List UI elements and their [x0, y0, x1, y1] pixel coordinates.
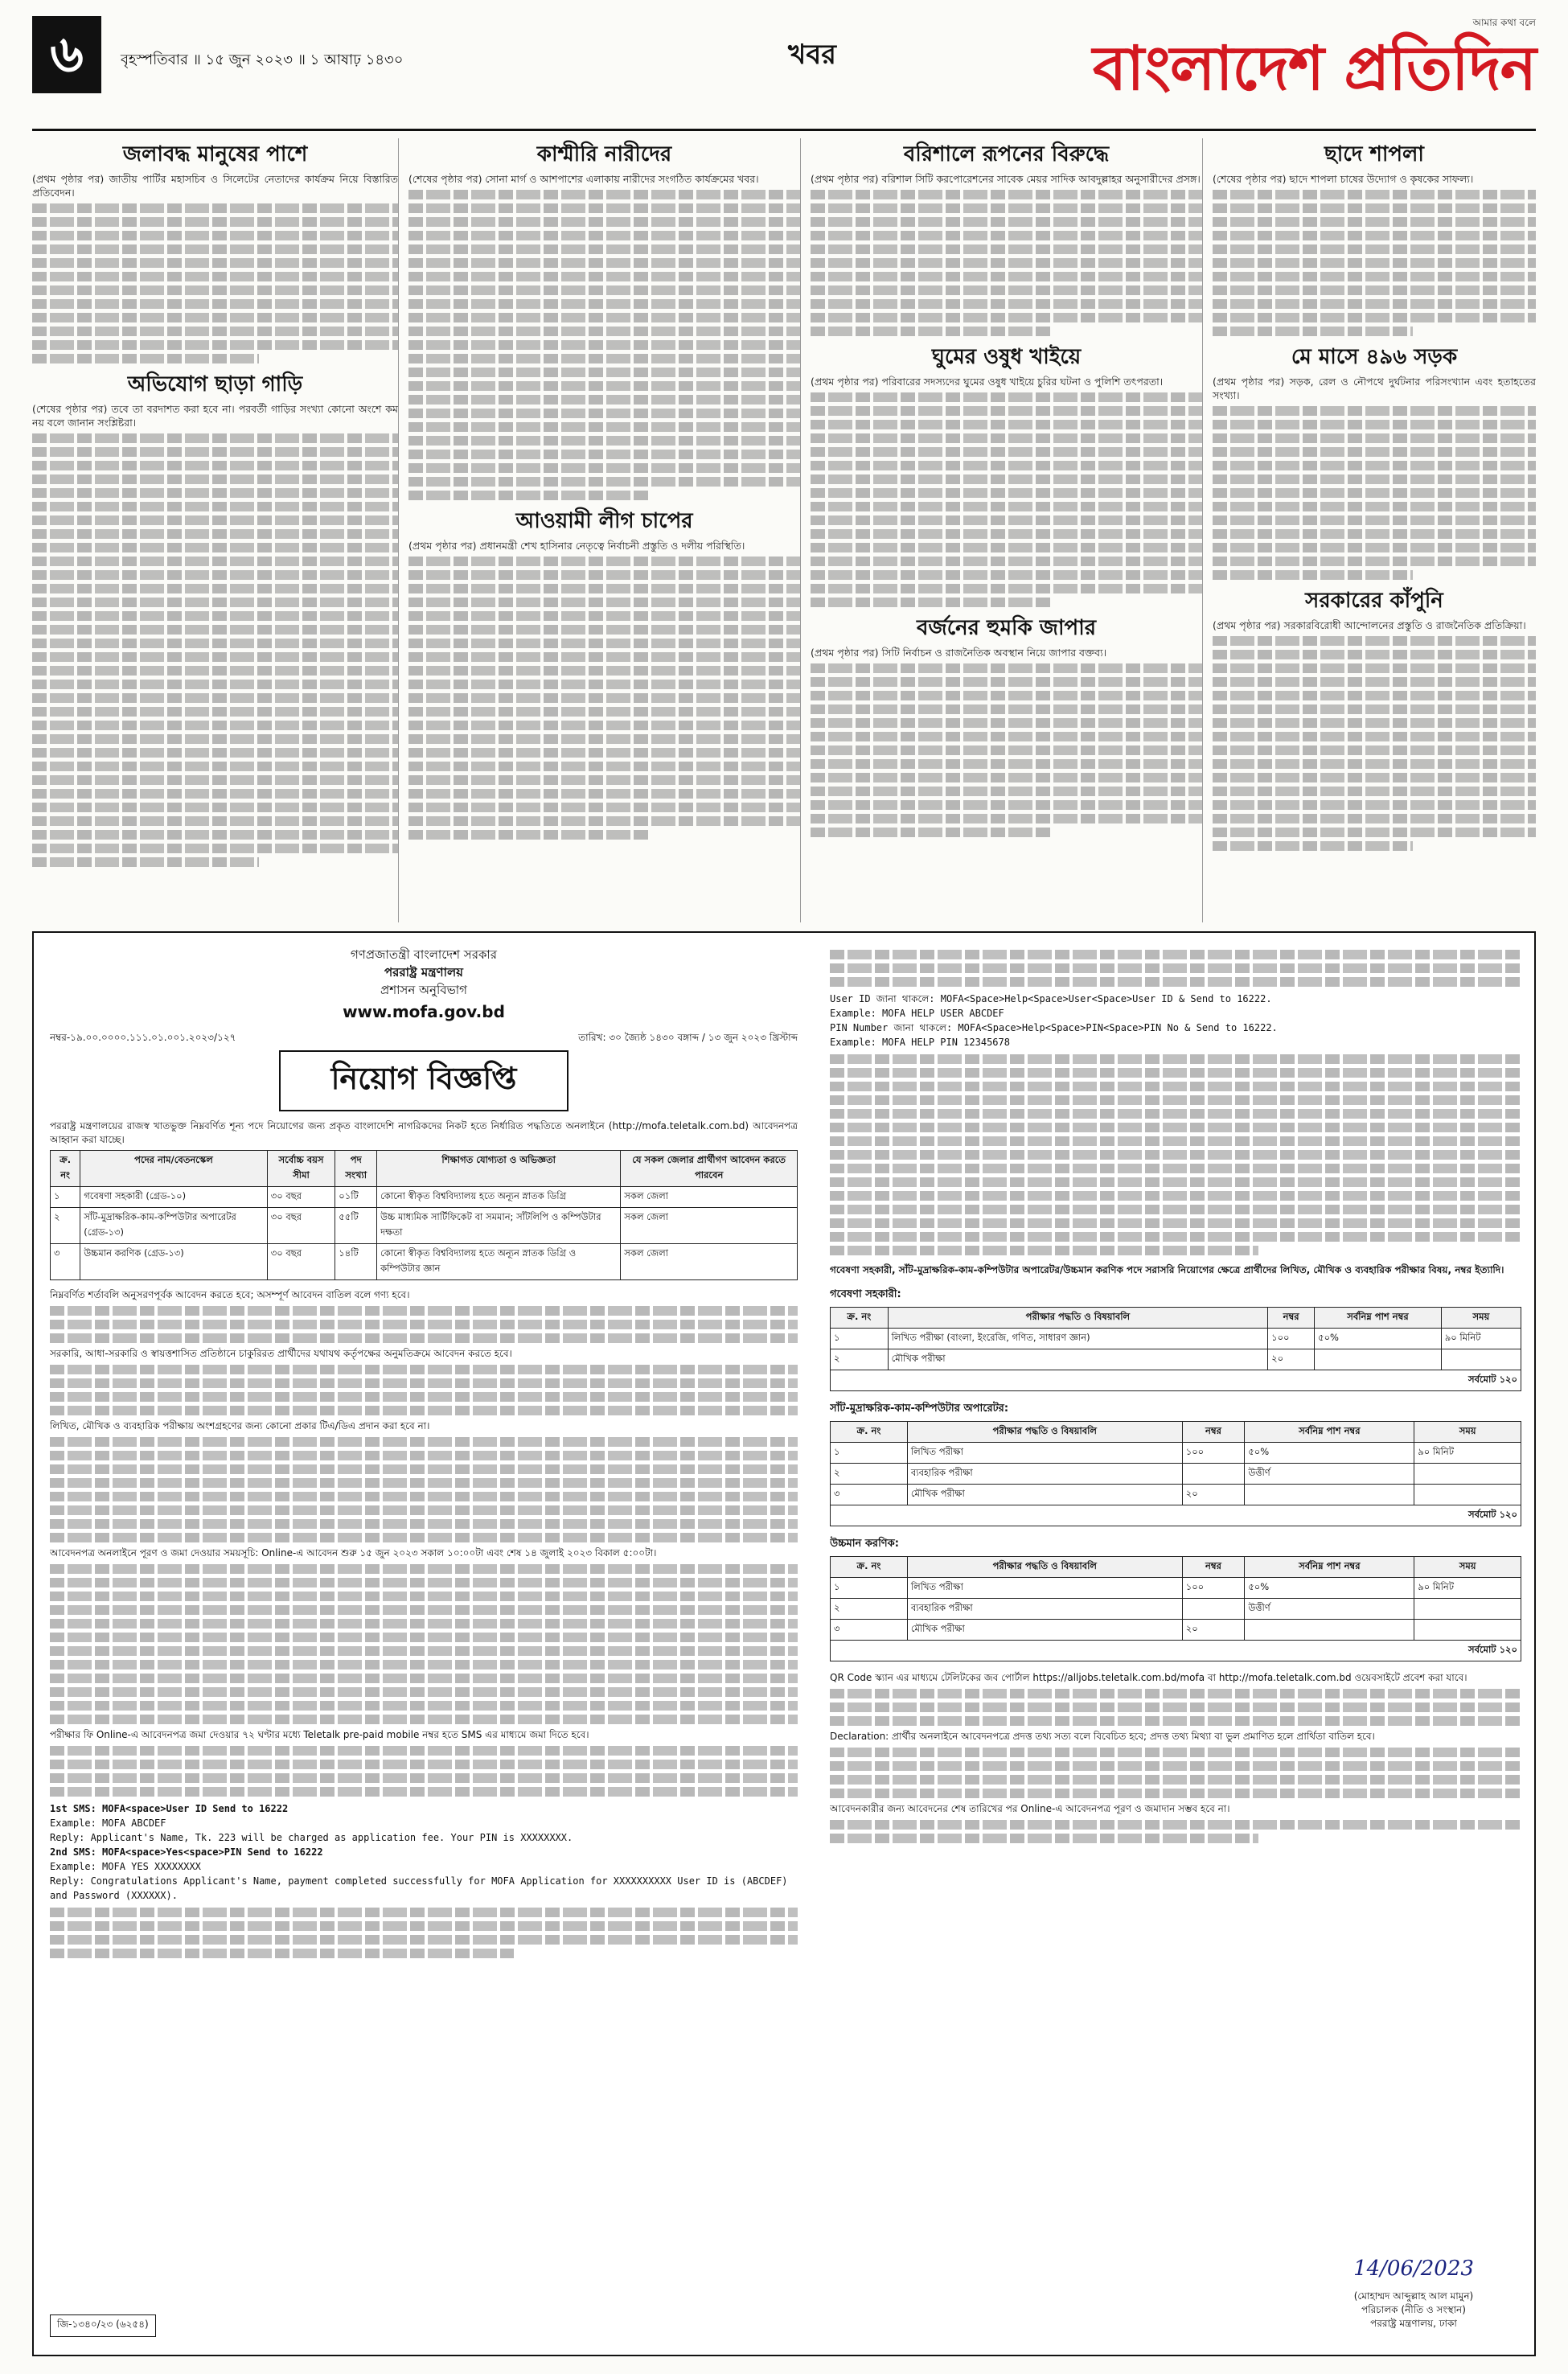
col-header: পরীক্ষার পদ্ধতি ও বিষয়াবলি — [907, 1422, 1182, 1443]
memo-number: নম্বর-১৯.০০.০০০০.১১১.০১.০০১.২০২৩/১২৭ — [50, 1032, 236, 1043]
cell: সকল জেলা — [621, 1208, 798, 1244]
col-header: শিক্ষাগত যোগ্যতা ও অভিজ্ঞতা — [377, 1151, 621, 1187]
cell: গবেষণা সহকারী (গ্রেড-১০) — [80, 1187, 268, 1208]
col-header: সময় — [1441, 1308, 1521, 1329]
sms-instructions — [50, 1801, 798, 1903]
article-headline: বর্জনের হুমকি জাপার — [916, 616, 1097, 640]
cell: উত্তীর্ণ — [1245, 1599, 1414, 1620]
cell: মৌখিক পরীক্ষা — [907, 1620, 1182, 1641]
news-column-4 — [1202, 138, 1536, 922]
table-row — [831, 1329, 1521, 1349]
cell — [1441, 1349, 1521, 1370]
table-row — [831, 1464, 1521, 1485]
col-header: সময় — [1414, 1557, 1521, 1578]
cell: ৯০ মিনিট — [1441, 1329, 1521, 1349]
cell — [1414, 1485, 1521, 1505]
cell: ব্যবহারিক পরীক্ষা — [907, 1599, 1182, 1620]
news-section — [32, 138, 1536, 922]
cell — [1315, 1349, 1442, 1370]
article-sarkar — [1213, 588, 1536, 851]
cell: ১ — [51, 1187, 80, 1208]
cell: ৫৫টি — [335, 1208, 377, 1244]
cell: সকল জেলা — [621, 1187, 798, 1208]
exam-table-stenographer — [830, 1421, 1521, 1526]
cell: ২ — [831, 1349, 889, 1370]
article-body: (প্রথম পৃষ্ঠার পর) সিটি নির্বাচন ও রাজনৈতিক অবস্থান নিয়ে জাপার বক্তব্য। — [811, 647, 1107, 659]
table-row — [831, 1349, 1521, 1370]
recovery-instructions — [830, 992, 1521, 1049]
col-header: সর্বনিম্ন পাশ নম্বর — [1245, 1557, 1414, 1578]
col-header: সর্বোচ্চ বয়স সীমা — [267, 1151, 335, 1187]
signature-block — [1309, 2257, 1518, 2331]
cell: ২ — [51, 1208, 80, 1244]
exam-table-label: গবেষণা সহকারী: — [830, 1288, 901, 1300]
cell: ৩০ বছর — [267, 1208, 335, 1244]
sms-line: Example: MOFA HELP PIN 12345678 — [830, 1037, 1010, 1048]
table-row — [831, 1620, 1521, 1641]
article-body: (প্রথম পৃষ্ঠার পর) পরিবারের সদস্যদের ঘুমের ওষুধ খাইয়ে চুরির ঘটনা ও পুলিশি তৎপরতা। — [811, 376, 1164, 388]
cell: ২০ — [1182, 1620, 1245, 1641]
exam-table-label: সাঁট-মুদ্রাক্ষরিক-কাম-কম্পিউটার অপারেটর: — [830, 1403, 1009, 1415]
news-column-1 — [32, 138, 398, 922]
article-headline: আওয়ামী লীগ চাপের — [515, 509, 693, 533]
cell: ১০০ — [1268, 1329, 1315, 1349]
col-header: পরীক্ষার পদ্ধতি ও বিষয়াবলি — [907, 1557, 1182, 1578]
cell: ০১টি — [335, 1187, 377, 1208]
table-row — [51, 1244, 798, 1280]
col-header: সর্বনিম্ন পাশ নম্বর — [1245, 1422, 1414, 1443]
handwritten-signature: 14/06/2023 — [1353, 2257, 1474, 2281]
col-header: সময় — [1414, 1422, 1521, 1443]
cell: ২০ — [1182, 1485, 1245, 1505]
article-body: (প্রথম পৃষ্ঠার পর) সড়ক, রেল ও নৌপথে দুর্ঘটনার পরিসংখ্যান এবং হতাহতের সংখ্যা। — [1213, 376, 1536, 401]
exam-title: গবেষণা সহকারী, সাঁট-মুদ্রাক্ষরিক-কাম-কম্পিউটার অপারেটর/উচ্চমান করণিক পদে সরাসরি নিয়োগের ক্ষেত্রে প্রার্থীদের লিখিত, মৌখিক ও ব্যবহারিক পরীক্ষার বিষয়, নম্বর ইত্যাদি। — [830, 1264, 1504, 1275]
condition: পরীক্ষার ফি Online-এ আবেদনপত্র জমা দেওয়ার ৭২ ঘণ্টার মধ্যে Teletalk pre-paid mobile নম্বর হতে SMS এর মাধ্যমে জমা দিতে হবে। — [50, 1729, 589, 1740]
sms-line: 2nd SMS: MOFA<space>Yes<space>PIN Send to 16222 — [50, 1846, 323, 1858]
sms-line: Example: MOFA HELP USER ABCDEF — [830, 1008, 1004, 1019]
article-body: (প্রথম পৃষ্ঠার পর) জাতীয় পার্টির মহাসচিব ও সিলেটের নেতাদের কার্যক্রম নিয়ে বিস্তারিত প্রতিবেদন। — [32, 173, 398, 199]
exam-table-research-assistant — [830, 1307, 1521, 1391]
article-body: (শেষের পৃষ্ঠার পর) সোনা মার্গ ও আশপাশের এলাকায় নারীদের সংগঠিত কার্যক্রমের খবর। — [408, 173, 759, 185]
table-total: সর্বমোট ১২০ — [831, 1370, 1521, 1391]
article-may-road — [1213, 344, 1536, 580]
article-headline: বরিশালে রূপনের বিরুদ্ধে — [903, 142, 1110, 166]
cell: ১ — [831, 1578, 908, 1599]
table-row — [51, 1187, 798, 1208]
cell: সাঁট-মুদ্রাক্ষরিক-কাম-কম্পিউটার অপারেটর (গ্রেড-১৩) — [80, 1208, 268, 1244]
col-header: ক্র. নং — [51, 1151, 80, 1187]
closing-note: QR Code স্ক্যান এর মাধ্যমে টেলিটকের জব পোর্টাল https://alljobs.teletalk.com.bd/mofa বা http://mofa.teletalk.com.bd ওয়েবসাইটে প্রবেশ করা যাবে। — [830, 1672, 1467, 1683]
article-jalabaddha — [32, 142, 398, 363]
sms-line: Reply: Congratulations Applicant's Name, payment completed successfully for MOFA Application for XXXXXXXXXX User ID is (ABCDEF) and Password (XXXXXX). — [50, 1875, 788, 1901]
sms-line: 1st SMS: MOFA<space>User ID Send to 16222 — [50, 1803, 289, 1814]
cell: মৌখিক পরীক্ষা — [907, 1485, 1182, 1505]
condition: আবেদনপত্র অনলাইনে পূরণ ও জমা দেওয়ার সময়সূচি: Online-এ আবেদন শুরু ১৫ জুন ২০২৩ সকাল ১০:০০টা এবং শেষ ১৪ জুলাই ২০২৩ বিকাল ৫:০০টা। — [50, 1547, 657, 1559]
col-header: পদ সংখ্যা — [335, 1151, 377, 1187]
cell: ৩ — [51, 1244, 80, 1280]
cell: লিখিত পরীক্ষা — [907, 1578, 1182, 1599]
ad-left-column — [50, 946, 798, 2345]
cell: কোনো স্বীকৃত বিশ্ববিদ্যালয় হতে অন্যূন স্নাতক ডিগ্রি — [377, 1187, 621, 1208]
col-header: নম্বর — [1182, 1557, 1245, 1578]
cell: ৯০ মিনিট — [1414, 1578, 1521, 1599]
reference-row — [50, 1031, 798, 1047]
article-shapla — [1213, 142, 1536, 336]
brand-name: বাংলাদেশ প্রতিদিন — [1092, 32, 1536, 104]
gov-line: প্রশাসন অনুবিভাগ — [380, 983, 467, 997]
cell: লিখিত পরীক্ষা (বাংলা, ইংরেজি, গণিত, সাধারণ জ্ঞান) — [888, 1329, 1267, 1349]
col-header: যে সকল জেলার প্রার্থীগণ আবেদন করতে পারবেন — [621, 1151, 798, 1187]
col-header: সর্বনিম্ন পাশ নম্বর — [1315, 1308, 1442, 1329]
cell — [1414, 1464, 1521, 1485]
table-row — [51, 1208, 798, 1244]
ministry-website[interactable]: www.mofa.gov.bd — [343, 1002, 505, 1021]
cell: ৩ — [831, 1485, 908, 1505]
recruitment-advertisement — [32, 931, 1536, 2356]
col-header: ক্র. নং — [831, 1422, 908, 1443]
sms-line: User ID জানা থাকলে: MOFA<Space>Help<Space>User<Space>User ID & Send to 16222. — [830, 993, 1272, 1004]
memo-date: তারিখ: ৩০ জ্যৈষ্ঠ ১৪৩০ বঙ্গাব্দ / ১৩ জুন ২০২৩ খ্রিস্টাব্দ — [578, 1032, 798, 1043]
cell: ১ — [831, 1329, 889, 1349]
cell: ১ — [831, 1443, 908, 1464]
article-borjon — [811, 615, 1202, 837]
col-header: পরীক্ষার পদ্ধতি ও বিষয়াবলি — [888, 1308, 1267, 1329]
cell: ২ — [831, 1464, 908, 1485]
ad-intro: পররাষ্ট্র মন্ত্রণালয়ের রাজস্ব খাতভুক্ত নিম্নবর্ণিত শূন্য পদে নিয়োগের জন্য প্রকৃত বাংলাদেশি নাগরিকদের নিকট হতে নির্ধারিত পদ্ধতিতে অনলাইনে (http://mofa.teletalk.com.bd) আবেদনপত্র আহ্বান করা যাচ্ছে। — [50, 1120, 798, 1145]
article-obhijog — [32, 372, 398, 867]
cell: ৫০% — [1245, 1578, 1414, 1599]
cell — [1182, 1464, 1245, 1485]
article-headline: কাশ্মীরি নারীদের — [536, 142, 672, 166]
gov-line: পররাষ্ট্র মন্ত্রণালয় — [384, 965, 463, 980]
cell: উচ্চ মাধ্যমিক সার্টিফিকেট বা সমমান; সাঁটলিপি ও কম্পিউটার দক্ষতা — [377, 1208, 621, 1244]
posts-table — [50, 1150, 798, 1280]
article-headline: অভিযোগ ছাড়া গাড়ি — [127, 372, 303, 396]
article-body: (প্রথম পৃষ্ঠার পর) সরকারবিরোধী আন্দোলনের প্রস্তুতি ও রাজনৈতিক প্রতিক্রিয়া। — [1213, 619, 1526, 631]
article-body: (শেষের পৃষ্ঠার পর) ছাদে শাপলা চাষের উদ্যোগ ও কৃষকের সাফল্য। — [1213, 173, 1474, 185]
cell: ৩০ বছর — [267, 1244, 335, 1280]
article-body: (শেষের পৃষ্ঠার পর) তবে তা বরদাশত করা হবে না। পরবর্তী গাড়ির সংখ্যা কোনো অংশে কম নয় বলে জানান সংশ্লিষ্টরা। — [32, 403, 398, 429]
table-row — [831, 1370, 1521, 1391]
table-total: সর্বমোট ১২০ — [831, 1641, 1521, 1661]
cell: ১০০ — [1182, 1443, 1245, 1464]
article-headline: ঘুমের ওষুধ খাইয়ে — [931, 345, 1082, 369]
col-header: ক্র. নং — [831, 1557, 908, 1578]
cell: ৫০% — [1245, 1443, 1414, 1464]
cell — [1414, 1599, 1521, 1620]
cell: ২ — [831, 1599, 908, 1620]
cell: উত্তীর্ণ — [1245, 1464, 1414, 1485]
condition: লিখিত, মৌখিক ও ব্যবহারিক পরীক্ষায় অংশগ্রহণের জন্য কোনো প্রকার টিএ/ডিএ প্রদান করা হবে না। — [50, 1420, 430, 1431]
article-body: (প্রথম পৃষ্ঠার পর) প্রধানমন্ত্রী শেখ হাসিনার নেতৃত্বে নির্বাচনী প্রস্তুতি ও দলীয় পরিস্থিতি। — [408, 540, 745, 552]
news-column-2 — [398, 138, 800, 922]
table-row — [831, 1485, 1521, 1505]
ad-title: নিয়োগ বিজ্ঞপ্তি — [279, 1050, 569, 1111]
cell: সকল জেলা — [621, 1244, 798, 1280]
cell: ৩ — [831, 1620, 908, 1641]
article-headline: ছাদে শাপলা — [1324, 142, 1424, 166]
article-ghumer-oshudh — [811, 344, 1202, 607]
table-total: সর্বমোট ১২০ — [831, 1505, 1521, 1526]
date-line: বৃহস্পতিবার ॥ ১৫ জুন ২০২৩ ॥ ১ আষাঢ় ১৪৩০ — [121, 51, 404, 68]
section-title: খবর — [788, 39, 836, 71]
table-row — [831, 1505, 1521, 1526]
col-header: নম্বর — [1268, 1308, 1315, 1329]
article-headline: সরকারের কাঁপুনি — [1305, 589, 1443, 613]
signatory-org: পররাষ্ট্র মন্ত্রণালয়, ঢাকা — [1370, 2318, 1457, 2329]
cell: ১০০ — [1182, 1578, 1245, 1599]
sms-line: Reply: Applicant's Name, Tk. 223 will be charged as application fee. Your PIN is XXXXXXXX. — [50, 1832, 573, 1843]
exam-table-label: উচ্চমান করণিক: — [830, 1538, 899, 1550]
sms-line: PIN Number জানা থাকলে: MOFA<Space>Help<Space>PIN<Space>PIN No & Send to 16222. — [830, 1022, 1278, 1033]
masthead — [32, 16, 1536, 129]
cell: ব্যবহারিক পরীক্ষা — [907, 1464, 1182, 1485]
col-header: ক্র. নং — [831, 1308, 889, 1329]
cell: উচ্চমান করণিক (গ্রেড-১৩) — [80, 1244, 268, 1280]
brand-tagline: আমার কথা বলে — [1472, 17, 1536, 28]
table-row — [831, 1443, 1521, 1464]
closing-note: আবেদনকারীর জন্য আবেদনের শেষ তারিখের পর Online-এ আবেদনপত্র পূরণ ও জমাদান সম্ভব হবে না। — [830, 1803, 1230, 1814]
article-headline: জলাবদ্ধ মানুষের পাশে — [122, 142, 308, 166]
col-header: নম্বর — [1182, 1422, 1245, 1443]
article-headline: মে মাসে ৪৯৬ সড়ক — [1291, 345, 1458, 369]
signatory-name: (মোহাম্মদ আব্দুল্লাহ আল মামুন) — [1353, 2290, 1474, 2302]
condition: নিম্নবর্ণিত শর্তাবলি অনুসরণপূর্বক আবেদন করতে হবে; অসম্পূর্ণ আবেদন বাতিল বলে গণ্য হবে। — [50, 1289, 410, 1300]
page-number: ৬ — [32, 16, 101, 93]
sms-line: Example: MOFA ABCDEF — [50, 1817, 166, 1829]
cell: লিখিত পরীক্ষা — [907, 1443, 1182, 1464]
news-column-3 — [800, 138, 1202, 922]
article-barishal — [811, 142, 1202, 336]
cell: ৫০% — [1315, 1329, 1442, 1349]
gov-line: গণপ্রজাতন্ত্রী বাংলাদেশ সরকার — [350, 947, 498, 962]
cell — [1245, 1485, 1414, 1505]
closing-note: Declaration: প্রার্থীর অনলাইনে আবেদনপত্রে প্রদত্ত তথ্য সত্য বলে বিবেচিত হবে; প্রদত্ত তথ্য মিথ্যা বা ভুল প্রমাণিত হলে প্রার্থিতা বাতিল হবে। — [830, 1731, 1375, 1742]
ad-right-column — [830, 946, 1521, 2345]
table-row — [831, 1641, 1521, 1661]
article-kashmiri — [408, 142, 800, 500]
table-row — [831, 1599, 1521, 1620]
cell: কোনো স্বীকৃত বিশ্ববিদ্যালয় হতে অন্যূন স্নাতক ডিগ্রি ও কম্পিউটার জ্ঞান — [377, 1244, 621, 1280]
cell: ৯০ মিনিট — [1414, 1443, 1521, 1464]
sms-line: Example: MOFA YES XXXXXXXX — [50, 1861, 201, 1872]
header-divider — [32, 129, 1536, 131]
signatory-title: পরিচালক (নীতি ও সংস্থান) — [1361, 2304, 1466, 2315]
cell — [1414, 1620, 1521, 1641]
cell — [1182, 1599, 1245, 1620]
article-body: (প্রথম পৃষ্ঠার পর) বরিশাল সিটি করপোরেশনের সাবেক মেয়র সাদিক আবদুল্লাহর অনুসারীদের প্রসঙ্গ। — [811, 173, 1201, 185]
cell: মৌখিক পরীক্ষা — [888, 1349, 1267, 1370]
article-awami-league — [408, 508, 800, 840]
exam-table-upper-clerk — [830, 1556, 1521, 1661]
cell: ২০ — [1268, 1349, 1315, 1370]
col-header: পদের নাম/বেতনস্কেল — [80, 1151, 268, 1187]
newspaper-logo — [1092, 16, 1536, 104]
gd-code: জি-১৩৪০/২৩ (৬২৫৪) — [50, 2314, 156, 2337]
cell: ৩০ বছর — [267, 1187, 335, 1208]
cell — [1245, 1620, 1414, 1641]
cell: ১৪টি — [335, 1244, 377, 1280]
table-row — [831, 1578, 1521, 1599]
condition: সরকারি, আধা-সরকারি ও স্বায়ত্তশাসিত প্রতিষ্ঠানে চাকুরিরত প্রার্থীদের যথাযথ কর্তৃপক্ষের অনুমতিক্রমে আবেদন করতে হবে। — [50, 1348, 512, 1359]
